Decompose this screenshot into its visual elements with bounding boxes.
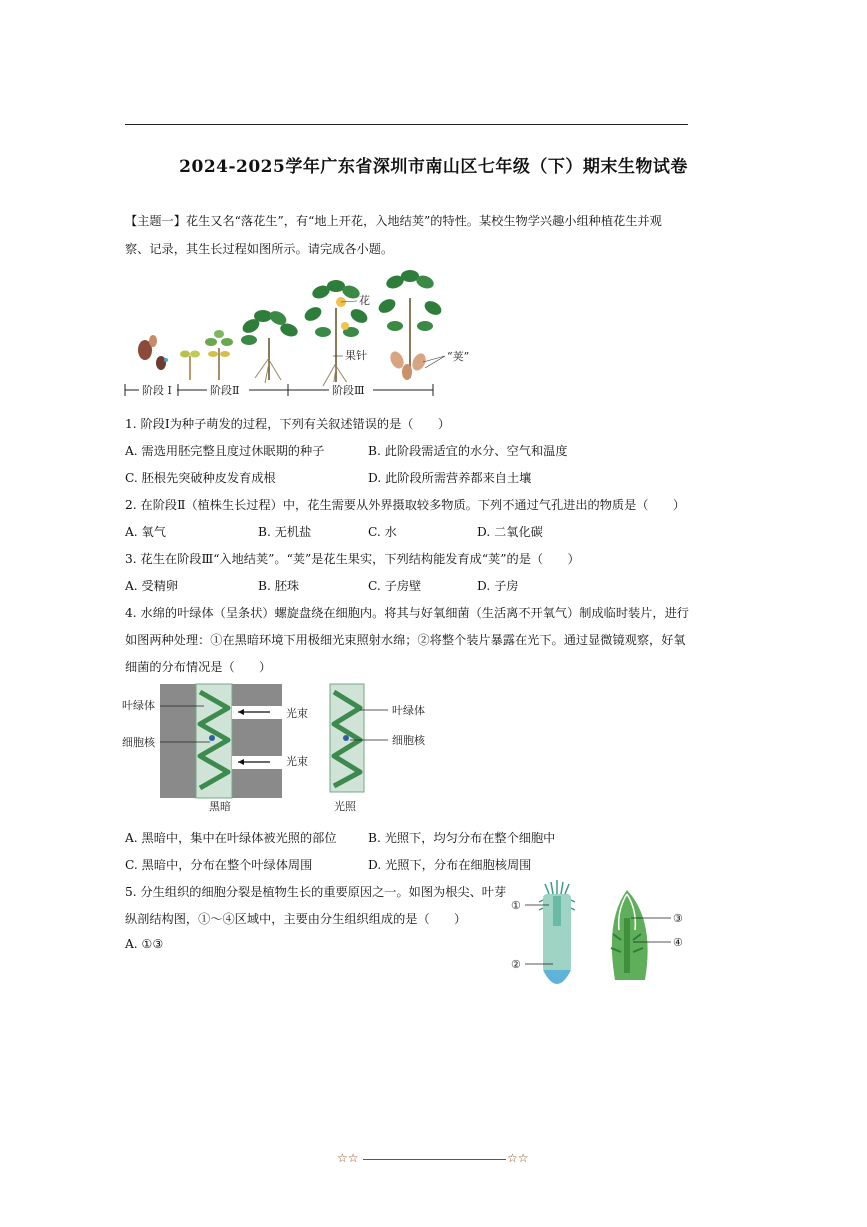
q2-option-a: A. 氧气 [125, 525, 166, 539]
right-nucleus-label: 细胞核 [392, 734, 425, 747]
q1-stem: 1. 阶段Ⅰ为种子萌发的过程，下列有关叙述错误的是（ ） [125, 417, 451, 431]
q5-option-a: A. ①③ [125, 937, 164, 951]
q2-option-c: C. 水 [368, 525, 397, 539]
spirogyra-figure [120, 680, 440, 815]
flower-label: 花 [359, 294, 370, 307]
q1-option-c: C. 胚根先突破种皮发育成根 [125, 471, 276, 485]
left-chloroplast-label: 叶绿体 [122, 699, 155, 712]
marker-3: ③ [673, 912, 683, 925]
right-chloroplast-label: 叶绿体 [392, 704, 425, 717]
stage-1-label: 阶段 Ⅰ [142, 384, 172, 397]
marker-4: ④ [673, 936, 683, 949]
q4-option-b: B. 光照下，均匀分布在整个细胞中 [368, 831, 556, 845]
theme-intro-line2: 察、记录，其生长过程如图所示。请完成各小题。 [125, 242, 394, 256]
q3-option-a: A. 受精卵 [125, 579, 179, 593]
sprout-illustration [180, 330, 233, 380]
q1-option-a: A. 需选用胚完整且度过休眠期的种子 [125, 444, 325, 458]
right-nucleus-dot [343, 735, 349, 741]
q4-line1: 4. 水绵的叶绿体（呈条状）螺旋盘绕在细胞内。将其与好氧细菌（生活离不开氧气）制成临时装片，进行 [125, 606, 689, 620]
q4-option-c: C. 黑暗中，分布在整个叶绿体周围 [125, 858, 313, 872]
peg-label: 果针 [345, 349, 367, 362]
q2-stem: 2. 在阶段Ⅱ（植株生长过程）中，花生需要从外界摄取较多物质。下列不通过气孔进出的物质是（ ） [125, 498, 686, 512]
q3-stem: 3. 花生在阶段Ⅲ“入地结荚”。“荚”是花生果实，下列结构能发育成“荚”的是（ ） [125, 552, 580, 566]
marker-1: ① [511, 899, 521, 912]
stage-2-label: 阶段Ⅱ [210, 384, 240, 397]
q3-option-d: D. 子房 [477, 579, 519, 593]
peanut-growth-figure [123, 268, 470, 402]
q3-option-b: B. 胚珠 [258, 579, 300, 593]
q4-option-d: D. 光照下，分布在细胞核周围 [368, 858, 532, 872]
header-rule [125, 124, 688, 125]
q1-option-d: D. 此阶段所需营养都来自土壤 [368, 471, 532, 485]
footer-right-stars: ☆☆ [507, 1151, 529, 1165]
left-nucleus-dot [209, 735, 215, 741]
beam-2-label: 光束 [286, 755, 308, 768]
young-plant-illustration [240, 308, 299, 383]
q5-line2: 纵剖结构图，①～④区域中，主要由分生组织组成的是（ ） [125, 912, 467, 926]
q4-line3: 细菌的分布情况是（ ） [125, 660, 272, 674]
left-nucleus-label: 细胞核 [122, 736, 155, 749]
pod-label: “荚” [447, 350, 470, 363]
leaf-bud-illustration [611, 890, 671, 980]
footer-ornament [337, 1151, 532, 1167]
pod-plant-illustration [376, 270, 445, 380]
q4-line2: 如图两种处理：①在黑暗环境下用极细光束照射水绵；②将整个装片暴露在光下。通过显微镜观察，好氧 [125, 633, 686, 647]
marker-2: ② [511, 958, 521, 971]
theme-intro-line1: 【主题一】花生又名“落花生”，有“地上开花，入地结荚”的特性。某校生物学兴趣小组种植花生并观 [125, 214, 662, 228]
light-label: 光照 [334, 800, 356, 813]
root-bud-figure [505, 880, 695, 995]
q1-option-b: B. 此阶段需适宜的水分、空气和温度 [368, 444, 568, 458]
dark-label: 黑暗 [209, 800, 231, 813]
root-tip-illustration [525, 880, 575, 984]
beam-1-label: 光束 [286, 707, 308, 720]
footer-left-stars: ☆☆ [337, 1151, 359, 1165]
page-title: 2024-2025学年广东省深圳市南山区七年级（下）期末生物试卷 [179, 157, 688, 177]
q3-option-c: C. 子房壁 [368, 579, 422, 593]
footer-rule [363, 1159, 506, 1160]
q4-option-a: A. 黑暗中，集中在叶绿体被光照的部位 [125, 831, 337, 845]
stage-3-label: 阶段Ⅲ [332, 384, 365, 397]
q5-line1: 5. 分生组织的细胞分裂是植物生长的重要原因之一。如图为根尖、叶芽 [125, 885, 507, 899]
seed-illustration [138, 335, 168, 370]
q2-option-b: B. 无机盐 [258, 525, 312, 539]
q2-option-d: D. 二氧化碳 [477, 525, 543, 539]
